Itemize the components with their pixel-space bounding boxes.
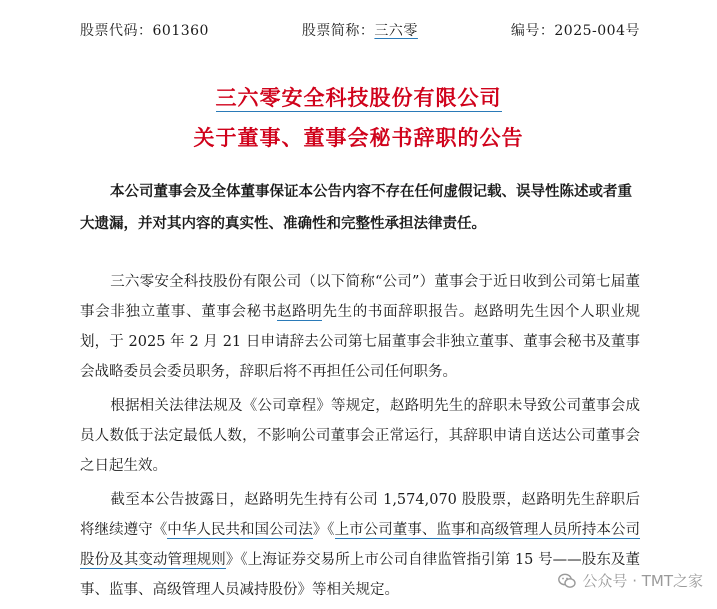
watermark: [558, 570, 703, 591]
announcement-body: [80, 267, 640, 609]
watermark-text: 公众号 · TMT之家: [582, 572, 703, 590]
wechat-icon: [558, 573, 576, 589]
board-statement: 本公司董事会及全体董事保证本公告内容不存在任何虚假记载、误导性陈述或者重大遗漏，并对其内容的真实性、准确性和完整性承担法律责任。: [80, 184, 632, 232]
company-title-link[interactable]: 三六零安全科技股份有限公司: [215, 86, 502, 110]
document-header: [80, 20, 640, 40]
company-title: [0, 82, 717, 112]
announcement-title: 关于董事、董事会秘书辞职的公告: [193, 126, 524, 150]
stock-abbr: 股票简称：三六零: [301, 23, 418, 39]
paragraph-shareholding: 截至本公告披露日，赵路明先生持有公司 1,574,070 股股票，赵路明先生辞职后将继续遵守《中华人民共和国公司法》《上市公司董事、监事和高级管理人员所持本公司股份及其变动管理规则》《上海证券交易所上市公司自律监管指引第 15 号——股东及董事、监事、高级管理人员减持股份》等相关规定。: [80, 492, 641, 598]
management-rules-link[interactable]: 上市公司董事、监事和高级管理人员所持本公司股份及其变动管理规则: [80, 522, 641, 568]
stock-code: 股票代码：601360: [80, 23, 209, 39]
stock-abbr-link[interactable]: 三六零: [374, 23, 418, 39]
paragraph-resignation: 三六零安全科技股份有限公司（以下简称“公司”）董事会于近日收到公司第七届董事会非独立董事、董事会秘书赵路明先生的书面辞职报告。赵路明先生因个人职业规划，于 2025 年 2 月 21 日申请辞去公司第七届董事会非独立董事、董事会秘书及董事会战略委员会委员职务，辞职后将不再担任公司任何职务。: [80, 274, 641, 380]
company-law-link[interactable]: 中华人民共和国公司法: [167, 522, 313, 538]
notice-number: 编号：2025-004号: [510, 23, 640, 39]
person-name-link[interactable]: 赵路明: [277, 304, 323, 320]
paragraph-legal-effect: 根据相关法律法规及《公司章程》等规定，赵路明先生的辞职未导致公司董事会成员人数低于法定最低人数，不影响公司董事会正常运行，其辞职申请自送达公司董事会之日起生效。: [80, 398, 640, 474]
